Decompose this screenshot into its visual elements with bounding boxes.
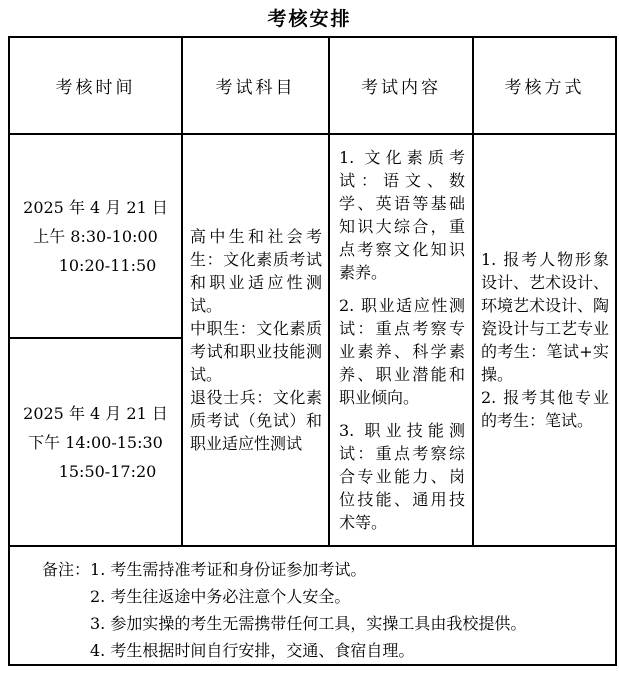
note-item-3: 3. 参加实操的考生无需携带任何工具，实操工具由我校提供。 [90, 614, 527, 633]
content-culture-test: 1. 文化素质考试：语文、数学、英语等基础知识大综合，重点考察文化知识素养。 [339, 148, 465, 282]
exam-contents-cell [329, 134, 473, 546]
note-item-1: 1. 考生需持准考证和身份证参加考试。 [90, 560, 367, 579]
header-exam-subject: 考试科目 [182, 37, 329, 134]
table-body-row-morning [9, 134, 616, 338]
note-item-4: 4. 考生根据时间自行安排，交通、食宿自理。 [90, 641, 415, 660]
table-header-row [9, 37, 616, 134]
session-morning-period2: 10:20-11:50 [58, 255, 157, 275]
session-afternoon-date: 2025 年 4 月 21 日 [23, 403, 168, 423]
method-design-majors: 1. 报考人物形象设计、艺术设计、环境艺术设计、陶瓷设计与工艺专业的考生：笔试+实操。 [481, 250, 610, 384]
exam-schedule-table [8, 36, 617, 666]
table-notes-row [9, 546, 616, 665]
notes-cell [9, 546, 616, 665]
session-afternoon-period2: 15:50-17:20 [58, 461, 157, 481]
exam-methods-cell [473, 134, 616, 546]
note-item-2: 2. 考生往返途中务必注意个人安全。 [90, 587, 351, 606]
content-skill-test: 3. 职业技能测试：重点考察综合专业能力、岗位技能、通用技术等。 [339, 421, 465, 532]
subjects-vocational: 中职生：文化素质考试和职业技能测试。 [190, 319, 322, 384]
session-morning-date: 2025 年 4 月 21 日 [23, 197, 168, 217]
notes-label: 备注： [42, 560, 91, 579]
content-aptitude-test: 2. 职业适应性测试：重点考察专业素养、科学素养、职业潜能和职业倾向。 [339, 296, 465, 407]
method-other-majors: 2. 报考其他专业的考生：笔试。 [481, 388, 609, 430]
note-line-1 [42, 556, 605, 583]
header-exam-method: 考核方式 [473, 37, 616, 134]
session-afternoon-period: 下午 14:00-15:30 [28, 432, 163, 452]
header-exam-content: 考试内容 [329, 37, 473, 134]
session-afternoon-cell [9, 338, 182, 546]
session-morning-period: 上午 8:30-10:00 [33, 226, 158, 246]
session-morning-cell [9, 134, 182, 338]
subjects-veterans: 退役士兵：文化素质考试（免试）和职业适应性测试 [190, 388, 322, 453]
header-exam-time: 考核时间 [9, 37, 182, 134]
exam-subjects-cell [182, 134, 329, 546]
subjects-highschool: 高中生和社会考生：文化素质考试和职业适应性测试。 [190, 227, 322, 315]
page-title: 考核安排 [267, 8, 352, 30]
